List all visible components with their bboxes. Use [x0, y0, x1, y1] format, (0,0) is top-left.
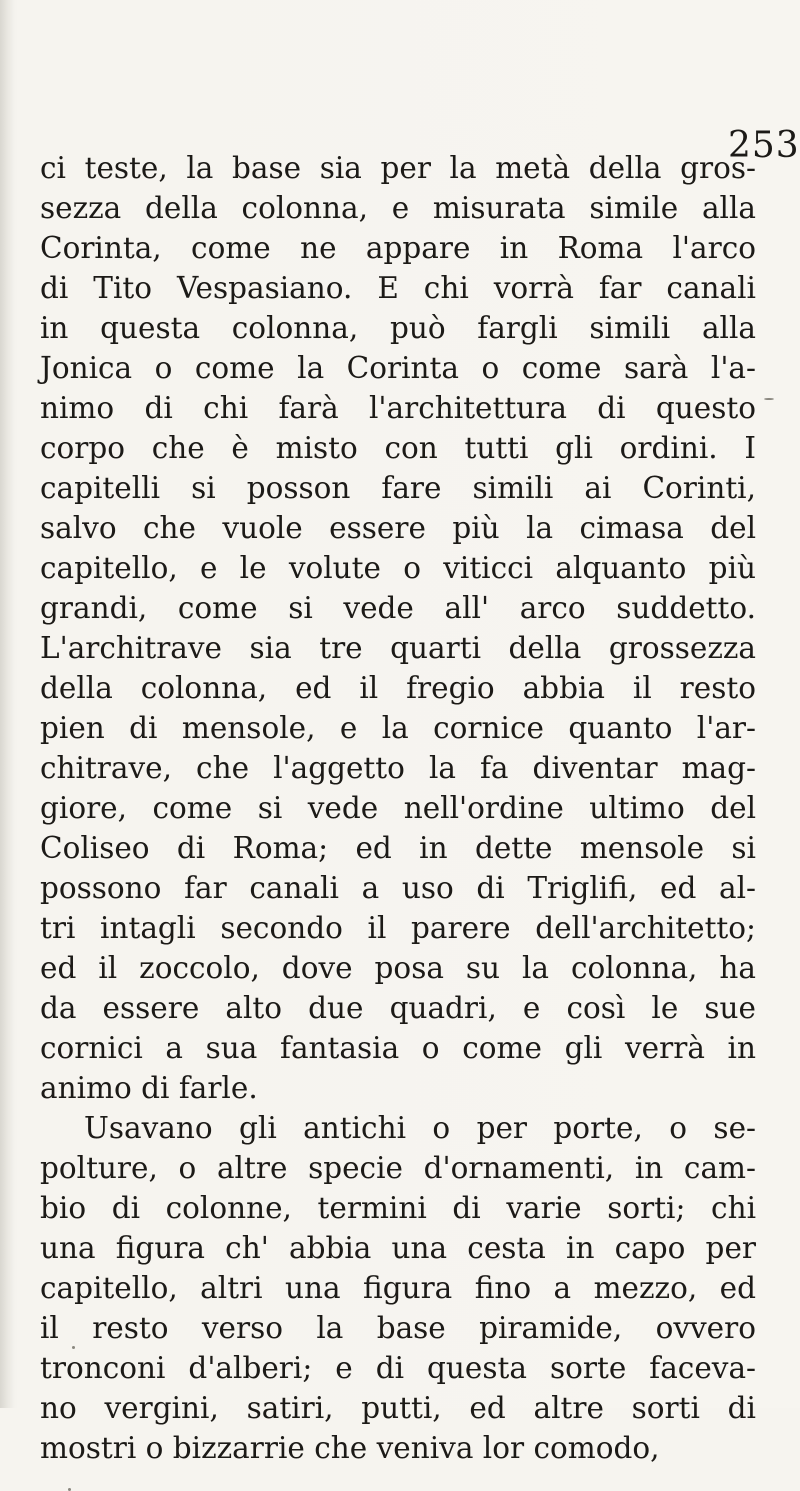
- body-text: [40, 148, 756, 1468]
- text-line: di Tito Vespasiano. E chi vorrà far canali: [40, 271, 756, 305]
- text-line: tronconi d'alberi; e di questa sorte faceva-: [40, 1351, 756, 1385]
- binding-edge: [0, 0, 14, 1408]
- text-line: L'architrave sia tre quarti della grossezza: [40, 631, 756, 665]
- text-line: mostri o bizzarrie che veniva lor comodo,: [40, 1431, 660, 1465]
- page-number: 253: [728, 125, 800, 166]
- text-line: Corinta, come ne appare in Roma l'arco: [40, 231, 756, 265]
- text-line: corpo che è misto con tutti gli ordini. I: [40, 431, 756, 465]
- text-line: nimo di chi farà l'architettura di questo: [40, 391, 756, 425]
- text-line: Coliseo di Roma; ed in dette mensole si: [40, 831, 756, 865]
- paragraph-start-line: Usavano gli antichi o per porte, o se-: [84, 1111, 756, 1145]
- paragraph-end-line: animo di farle.: [40, 1071, 258, 1105]
- text-line: Jonica o come la Corinta o come sarà l'a-: [40, 351, 756, 385]
- text-line: grandi, come si vede all' arco suddetto.: [40, 591, 756, 625]
- text-line: pien di mensole, e la cornice quanto l'ar-: [40, 711, 756, 745]
- text-line: bio di colonne, termini di varie sorti; chi: [40, 1191, 756, 1225]
- text-line: da essere alto due quadri, e così le sue: [40, 991, 756, 1025]
- text-line: il resto verso la base piramide, ovvero: [40, 1311, 756, 1345]
- text-line: della colonna, ed il fregio abbia il resto: [40, 671, 756, 705]
- text-line: sezza della colonna, e misurata simile alla: [40, 191, 756, 225]
- paper-speck: [72, 1346, 75, 1349]
- text-line: ci teste, la base sia per la metà della gros-: [40, 151, 756, 185]
- text-line: capitello, altri una figura fino a mezzo, ed: [40, 1271, 756, 1305]
- text-line: in questa colonna, può fargli simili alla: [40, 311, 756, 345]
- text-line: una figura ch' abbia una cesta in capo per: [40, 1231, 756, 1265]
- text-line: salvo che vuole essere più la cimasa del: [40, 511, 756, 545]
- text-line: polture, o altre specie d'ornamenti, in cam-: [40, 1151, 756, 1185]
- text-line: cornici a sua fantasia o come gli verrà in: [40, 1031, 756, 1065]
- paper-speck: [764, 398, 774, 400]
- text-line: chitrave, che l'aggetto la fa diventar mag-: [40, 751, 756, 785]
- text-line: ed il zoccolo, dove posa su la colonna, ha: [40, 951, 756, 985]
- text-line: possono far canali a uso di Triglifi, ed al-: [40, 871, 756, 905]
- text-line: capitelli si posson fare simili ai Corinti,: [40, 471, 756, 505]
- text-line: capitello, e le volute o viticci alquanto più: [40, 551, 756, 585]
- text-line: tri intagli secondo il parere dell'architetto;: [40, 911, 756, 945]
- text-line: giore, come si vede nell'ordine ultimo del: [40, 791, 756, 825]
- text-line: no vergini, satiri, putti, ed altre sorti di: [40, 1391, 756, 1425]
